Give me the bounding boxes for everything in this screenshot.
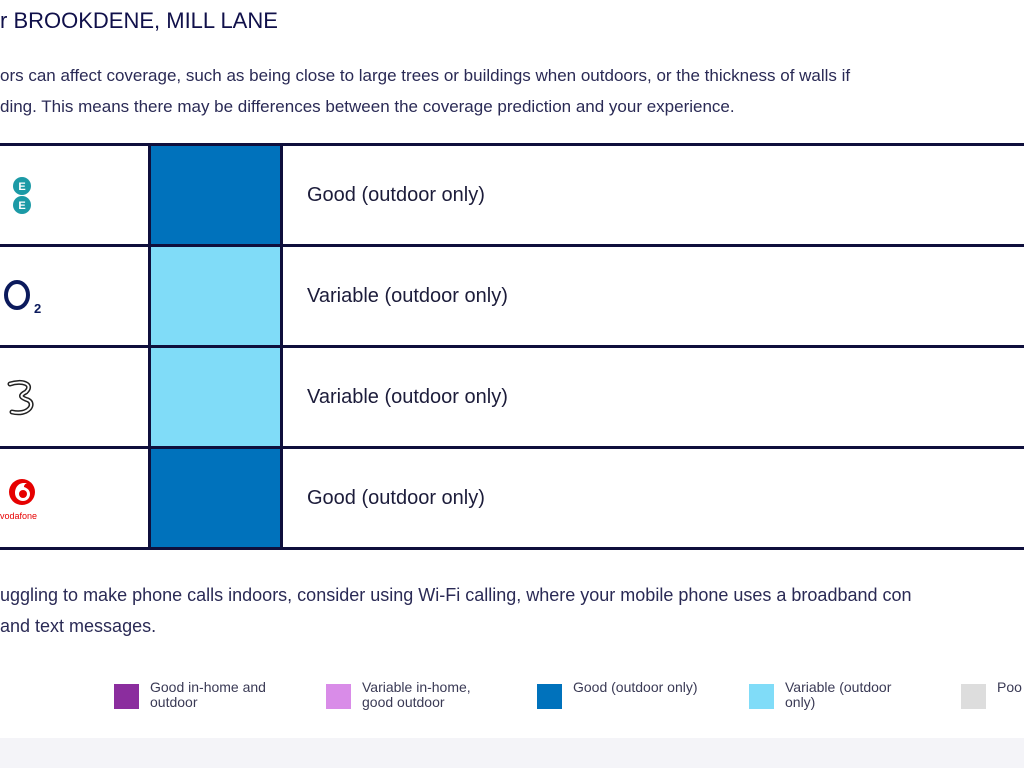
intro-line: ors can affect coverage, such as being close to large trees or buildings when outdoors, or the thickness of walls if	[0, 66, 851, 85]
page-footer-band	[0, 738, 1024, 768]
legend-label: Variable in-home, good outdoor	[362, 679, 471, 710]
operator-logo-cell	[0, 146, 148, 244]
coverage-row-o2	[0, 247, 1024, 348]
legend-label: Variable (outdoor only)	[785, 679, 892, 710]
coverage-status: Good (outdoor only)	[307, 184, 485, 206]
vodafone-logo-icon	[0, 477, 44, 511]
coverage-swatch	[148, 247, 283, 345]
wifi-calling-advice	[0, 580, 1024, 642]
operator-logo-cell	[0, 348, 148, 446]
svg-text:E: E	[18, 200, 26, 212]
legend-label: Good (outdoor only)	[573, 679, 698, 695]
legend-swatch	[961, 684, 986, 709]
svg-text:2: 2	[34, 301, 42, 316]
vodafone-logo-text: vodafone	[0, 511, 38, 521]
coverage-row-ee	[0, 146, 1024, 247]
ee-logo-icon	[8, 176, 36, 216]
coverage-row-vodafone	[0, 449, 1024, 550]
legend-swatch	[537, 684, 562, 709]
legend-swatch	[749, 684, 774, 709]
svg-text:E: E	[18, 181, 26, 193]
advice-line: uggling to make phone calls indoors, consider using Wi-Fi calling, where your mobile phone uses a broadband con	[0, 585, 912, 605]
intro-paragraph	[0, 60, 1024, 122]
three-logo-icon	[4, 378, 40, 418]
advice-line: and text messages.	[0, 616, 157, 636]
operator-logo-cell	[0, 247, 148, 345]
coverage-status: Variable (outdoor only)	[307, 285, 508, 307]
coverage-row-three	[0, 348, 1024, 449]
coverage-table	[0, 143, 1024, 550]
operator-logo-cell	[0, 449, 148, 547]
coverage-swatch	[148, 449, 283, 547]
coverage-swatch	[148, 146, 283, 244]
coverage-legend	[0, 680, 1024, 720]
coverage-status: Good (outdoor only)	[307, 487, 485, 509]
legend-label: Poo	[997, 680, 1022, 695]
legend-swatch	[114, 684, 139, 709]
legend-swatch	[326, 684, 351, 709]
o2-logo-icon	[2, 277, 46, 317]
coverage-swatch	[148, 348, 283, 446]
legend-label: Good in-home and outdoor	[150, 679, 266, 710]
coverage-status: Variable (outdoor only)	[307, 386, 508, 408]
page-heading: r BROOKDENE, MILL LANE	[0, 8, 278, 33]
intro-line: ding. This means there may be differences between the coverage prediction and your experience.	[0, 97, 735, 116]
